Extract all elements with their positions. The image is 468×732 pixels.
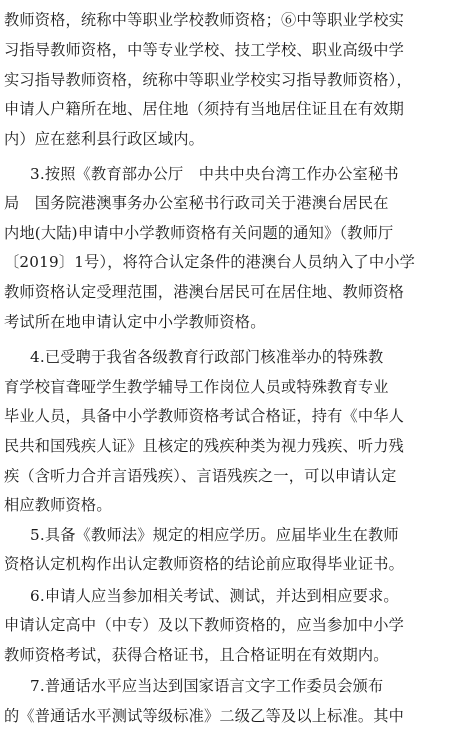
text-line: 内地(大陆)申请中小学教师资格有关问题的通知》（教师厅 bbox=[4, 224, 394, 242]
text-line: 3.按照《教育部办公厅 中共中央台湾工作办公室秘书 bbox=[30, 165, 399, 183]
text-line: 教师资格考试，获得合格证书，且合格证明在有效期内。 bbox=[4, 646, 389, 664]
text-line: 教师资格，统称中等职业学校教师资格；⑥中等职业学校实 bbox=[4, 11, 405, 29]
text-line: 育学校盲聋哑学生教学辅导工作岗位人员或特殊教育专业 bbox=[4, 378, 389, 396]
text-line: 疾（含听力合并言语残疾）、言语残疾之一，可以申请认定 bbox=[4, 467, 397, 485]
text-line: 考试所在地申请认定中小学教师资格。 bbox=[4, 313, 266, 331]
text-line: 相应教师资格。 bbox=[4, 496, 112, 514]
text-line: 〔2019〕1号），将符合认定条件的港澳台人员纳入了中小学 bbox=[4, 253, 416, 271]
text-line: 实习指导教师资格，统称中等职业学校实习指导教师资格）， bbox=[4, 71, 412, 89]
text-line: 6.申请人应当参加相关考试、测试，并达到相应要求。 bbox=[30, 587, 399, 605]
text-line: 申请认定高中（中专）及以下教师资格的，应当参加中小学 bbox=[4, 616, 405, 634]
text-line: 毕业人员，具备中小学教师资格考试合格证，持有《中华人 bbox=[4, 407, 405, 425]
text-line: 4.已受聘于我省各级教育行政部门核准举办的特殊教 bbox=[30, 348, 384, 366]
text-line: 7.普通话水平应当达到国家语言文字工作委员会颁布 bbox=[30, 677, 384, 695]
text-line: 的《普通话水平测试等级标准》二级乙等及以上标准。其中 bbox=[4, 707, 405, 725]
text-line: 民共和国残疾人证》且核定的残疾种类为视力残疾、听力残 bbox=[4, 437, 405, 455]
text-line: 申请人户籍所在地、居住地（须持有当地居住证且在有效期 bbox=[4, 100, 405, 118]
text-line: 5.具备《教师法》规定的相应学历。应届毕业生在教师 bbox=[30, 526, 399, 544]
text-line: 教师资格认定受理范围，港澳台居民可在居住地、教师资格 bbox=[4, 283, 405, 301]
text-line: 局 国务院港澳事务办公室秘书行政司关于港澳台居民在 bbox=[4, 194, 389, 212]
text-line: 资格认定机构作出认定教师资格的结论前应取得毕业证书。 bbox=[4, 555, 405, 573]
text-line: 内）应在慈利县行政区域内。 bbox=[4, 130, 205, 148]
text-line: 习指导教师资格，中等专业学校、技工学校、职业高级中学 bbox=[4, 41, 405, 59]
